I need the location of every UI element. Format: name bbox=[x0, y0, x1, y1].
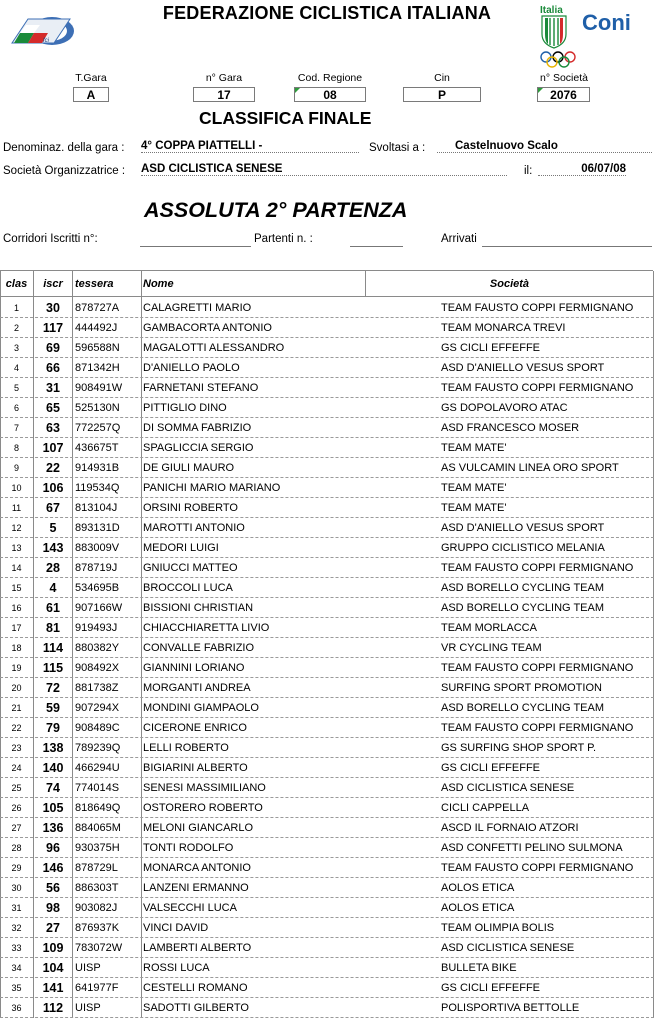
cell-iscr: 72 bbox=[46, 681, 60, 695]
cell-iscr: 69 bbox=[46, 341, 60, 355]
cell-iscr: 56 bbox=[46, 881, 60, 895]
cell-tessera: 783072W bbox=[75, 942, 123, 954]
cell-iscr: 63 bbox=[46, 421, 60, 435]
cell-tessera: 907294X bbox=[75, 702, 120, 714]
cell-societa: ASD CONFETTI PELINO SULMONA bbox=[441, 842, 623, 854]
table-row bbox=[0, 398, 654, 418]
table-row bbox=[0, 798, 654, 818]
cell-nome: CALAGRETTI MARIO bbox=[143, 302, 252, 314]
cell-nome: BIGIARINI ALBERTO bbox=[143, 762, 248, 774]
cell-iscr: 67 bbox=[46, 501, 60, 515]
cell-societa: TEAM MONARCA TREVI bbox=[441, 322, 566, 334]
cell-iscr: 117 bbox=[42, 321, 64, 335]
cell-clas: 29 bbox=[11, 863, 22, 873]
table-row bbox=[0, 918, 654, 938]
cell-societa: ASD D'ANIELLO VESUS SPORT bbox=[441, 522, 605, 534]
table-row bbox=[0, 818, 654, 838]
cell-tessera: UISP bbox=[75, 962, 101, 974]
cell-iscr: 22 bbox=[46, 461, 60, 475]
cell-societa: ASD BORELLO CYCLING TEAM bbox=[441, 582, 605, 594]
svg-text:fci: fci bbox=[43, 38, 49, 44]
cell-nome: VALSECCHI LUCA bbox=[143, 902, 237, 914]
cell-iscr: 5 bbox=[49, 521, 57, 535]
cell-iscr: 138 bbox=[42, 741, 64, 755]
cell-tessera: 883009V bbox=[75, 542, 120, 554]
cell-nome: CICERONE ENRICO bbox=[143, 722, 247, 734]
cell-iscr: 141 bbox=[42, 981, 64, 995]
cell-nome: SADOTTI GILBERTO bbox=[143, 1002, 249, 1014]
arrivati-field bbox=[482, 232, 652, 247]
cell-nome: PITTIGLIO DINO bbox=[143, 402, 227, 414]
tgara-field: A bbox=[73, 87, 109, 102]
cell-societa: ASD CICLISTICA SENESE bbox=[441, 942, 575, 954]
table-row bbox=[0, 778, 654, 798]
cell-clas: 30 bbox=[11, 883, 22, 893]
cell-nome: FARNETANI STEFANO bbox=[143, 382, 259, 394]
start-title: ASSOLUTA 2° PARTENZA bbox=[144, 198, 408, 222]
cell-societa: TEAM FAUSTO COPPI FERMIGNANO bbox=[441, 722, 634, 734]
cell-societa: BULLETA BIKE bbox=[441, 962, 517, 974]
tgara-label: T.Gara bbox=[75, 72, 107, 84]
cell-iscr: 4 bbox=[49, 581, 57, 595]
cell-societa: CICLI CAPPELLA bbox=[441, 802, 530, 814]
nsoc-field bbox=[537, 87, 590, 102]
partenti-field bbox=[350, 232, 403, 247]
cell-nome: TONTI RODOLFO bbox=[143, 842, 234, 854]
cell-iscr: 31 bbox=[46, 381, 60, 395]
cell-societa: GS DOPOLAVORO ATAC bbox=[441, 402, 568, 414]
table-row bbox=[0, 598, 654, 618]
cell-nome: SPAGLICCIA SERGIO bbox=[143, 442, 254, 454]
cell-tessera: 886303T bbox=[75, 882, 119, 894]
codreg-label: Cod. Regione bbox=[297, 72, 363, 84]
cell-tessera: 444492J bbox=[75, 322, 118, 334]
cell-nome: CHIACCHIARETTA LIVIO bbox=[143, 622, 270, 634]
header-nome: Nome bbox=[143, 278, 174, 290]
cell-tessera: 436675T bbox=[75, 442, 119, 454]
cell-iscr: 140 bbox=[42, 761, 64, 775]
cell-societa: TEAM FAUSTO COPPI FERMIGNANO bbox=[441, 302, 634, 314]
cell-nome: PANICHI MARIO MARIANO bbox=[143, 482, 281, 494]
cell-societa: AOLOS ETICA bbox=[441, 902, 515, 914]
cell-iscr: 66 bbox=[46, 361, 60, 375]
cell-societa: TEAM MORLACCA bbox=[441, 622, 537, 634]
iscritti-label: Corridori Iscritti n°: bbox=[3, 233, 98, 245]
cell-iscr: 109 bbox=[42, 941, 64, 955]
cell-tessera: 818649Q bbox=[75, 802, 121, 814]
table-row bbox=[0, 698, 654, 718]
table-row bbox=[0, 538, 654, 558]
cell-societa: ASD D'ANIELLO VESUS SPORT bbox=[441, 362, 605, 374]
cell-clas: 13 bbox=[11, 543, 22, 553]
cell-societa: TEAM FAUSTO COPPI FERMIGNANO bbox=[441, 662, 634, 674]
cell-societa: TEAM FAUSTO COPPI FERMIGNANO bbox=[441, 562, 634, 574]
table-row bbox=[0, 858, 654, 878]
cell-tessera: 641977F bbox=[75, 982, 119, 994]
table-row bbox=[0, 998, 654, 1018]
cell-tessera: 878719J bbox=[75, 562, 118, 574]
cell-clas: 7 bbox=[13, 423, 19, 433]
cell-clas: 25 bbox=[11, 783, 22, 793]
table-row bbox=[0, 318, 654, 338]
cell-nome: MAGALOTTI ALESSANDRO bbox=[143, 342, 285, 354]
cell-tessera: 774014S bbox=[75, 782, 120, 794]
cell-iscr: 143 bbox=[42, 541, 64, 555]
iscritti-field bbox=[140, 232, 251, 247]
cell-iscr: 104 bbox=[42, 961, 64, 975]
date-label: il: bbox=[524, 165, 533, 177]
cell-societa: GRUPPO CICLISTICO MELANIA bbox=[441, 542, 605, 554]
table-row bbox=[0, 878, 654, 898]
race-held-label: Svoltasi a : bbox=[369, 142, 426, 154]
cell-societa: VR CYCLING TEAM bbox=[441, 642, 542, 654]
cell-iscr: 107 bbox=[42, 441, 64, 455]
cell-societa: GS CICLI EFFEFFE bbox=[441, 982, 541, 994]
cell-clas: 34 bbox=[11, 963, 22, 973]
table-row bbox=[0, 358, 654, 378]
cell-clas: 5 bbox=[13, 383, 19, 393]
cell-societa: ASD CICLISTICA SENESE bbox=[441, 782, 575, 794]
race-held-value: Castelnuovo Scalo bbox=[437, 140, 652, 153]
cell-tessera: 881738Z bbox=[75, 682, 119, 694]
codreg-value: 08 bbox=[323, 88, 337, 102]
codreg-field bbox=[294, 87, 366, 102]
cell-tessera: 772257Q bbox=[75, 422, 121, 434]
cell-societa: AOLOS ETICA bbox=[441, 882, 515, 894]
cell-tessera: 878729L bbox=[75, 862, 118, 874]
cell-nome: MEDORI LUIGI bbox=[143, 542, 219, 554]
cell-societa: GS CICLI EFFEFFE bbox=[441, 762, 541, 774]
cell-societa: TEAM OLIMPIA BOLIS bbox=[441, 922, 555, 934]
cell-iscr: 98 bbox=[46, 901, 60, 915]
cell-nome: MAROTTI ANTONIO bbox=[143, 522, 245, 534]
cell-iscr: 27 bbox=[46, 921, 60, 935]
cell-societa: GS SURFING SHOP SPORT P. bbox=[441, 742, 597, 754]
table-row bbox=[0, 658, 654, 678]
cell-iscr: 74 bbox=[46, 781, 60, 795]
cell-iscr: 114 bbox=[42, 641, 64, 655]
cell-nome: MONARCA ANTONIO bbox=[143, 862, 251, 874]
cell-societa: TEAM MATE' bbox=[441, 502, 507, 514]
cell-nome: MORGANTI ANDREA bbox=[143, 682, 251, 694]
cell-clas: 22 bbox=[11, 723, 22, 733]
org-value: ASD CICLISTICA SENESE bbox=[141, 163, 507, 176]
cell-clas: 4 bbox=[13, 363, 19, 373]
cell-clas: 2 bbox=[13, 323, 19, 333]
cell-tessera: 908489C bbox=[75, 722, 120, 734]
cell-clas: 32 bbox=[11, 923, 22, 933]
cell-clas: 12 bbox=[11, 523, 22, 533]
table-row bbox=[0, 718, 654, 738]
coni-italia-text: Italia bbox=[540, 5, 563, 16]
cell-iscr: 96 bbox=[46, 841, 60, 855]
federation-title: FEDERAZIONE CICLISTICA ITALIANA bbox=[162, 3, 492, 23]
table-row bbox=[0, 898, 654, 918]
cell-iscr: 79 bbox=[46, 721, 60, 735]
table-row bbox=[0, 938, 654, 958]
table-row bbox=[0, 338, 654, 358]
cell-societa: SURFING SPORT PROMOTION bbox=[441, 682, 602, 694]
nsoc-label: n° Società bbox=[540, 72, 588, 84]
cell-nome: ORSINI ROBERTO bbox=[143, 502, 238, 514]
cell-clas: 21 bbox=[11, 703, 22, 713]
table-row bbox=[0, 638, 654, 658]
race-name-label: Denominaz. della gara : bbox=[3, 142, 125, 154]
cell-tessera: 893131D bbox=[75, 522, 120, 534]
table-row bbox=[0, 438, 654, 458]
cell-clas: 8 bbox=[13, 443, 19, 453]
cell-societa: ASD BORELLO CYCLING TEAM bbox=[441, 602, 605, 614]
partenti-label: Partenti n. : bbox=[254, 233, 313, 245]
cell-nome: DE GIULI MAURO bbox=[143, 462, 235, 474]
cell-nome: CONVALLE FABRIZIO bbox=[143, 642, 255, 654]
cell-nome: MELONI GIANCARLO bbox=[143, 822, 254, 834]
cell-clas: 3 bbox=[13, 343, 19, 353]
date-value: 06/07/08 bbox=[538, 163, 626, 176]
header-iscr: iscr bbox=[43, 278, 63, 290]
cell-nome: D'ANIELLO PAOLO bbox=[143, 362, 240, 374]
cell-tessera: 908491W bbox=[75, 382, 123, 394]
cell-tessera: UISP bbox=[75, 1002, 101, 1014]
cell-nome: BISSIONI CHRISTIAN bbox=[143, 602, 254, 614]
ngara-field: 17 bbox=[193, 87, 255, 102]
cell-iscr: 112 bbox=[42, 1001, 64, 1015]
cell-societa: TEAM MATE' bbox=[441, 482, 507, 494]
cell-societa: TEAM MATE' bbox=[441, 442, 507, 454]
ngara-label: n° Gara bbox=[205, 72, 243, 84]
cell-clas: 35 bbox=[11, 983, 22, 993]
table-row bbox=[0, 378, 654, 398]
cell-iscr: 146 bbox=[42, 861, 64, 875]
classification-title: CLASSIFICA FINALE bbox=[199, 108, 372, 128]
cell-clas: 10 bbox=[11, 483, 22, 493]
cell-clas: 6 bbox=[13, 403, 19, 413]
cell-tessera: 884065M bbox=[75, 822, 121, 834]
cin-field: P bbox=[403, 87, 481, 102]
cell-clas: 36 bbox=[11, 1003, 22, 1013]
arrivati-label: Arrivati bbox=[441, 233, 477, 245]
cell-tessera: 878727A bbox=[75, 302, 120, 314]
cell-iscr: 61 bbox=[46, 601, 60, 615]
table-row bbox=[0, 678, 654, 698]
table-row bbox=[0, 838, 654, 858]
table-row bbox=[0, 518, 654, 538]
cell-iscr: 136 bbox=[42, 821, 64, 835]
cell-nome: OSTORERO ROBERTO bbox=[143, 802, 263, 814]
cell-clas: 26 bbox=[11, 803, 22, 813]
table-row bbox=[0, 578, 654, 598]
cell-clas: 19 bbox=[11, 663, 22, 673]
table-row bbox=[0, 618, 654, 638]
cell-nome: LELLI ROBERTO bbox=[143, 742, 229, 754]
nsoc-value: 2076 bbox=[550, 88, 577, 102]
cell-nome: CESTELLI ROMANO bbox=[143, 982, 248, 994]
coni-name-text: Coni bbox=[582, 10, 631, 35]
cell-societa: TEAM FAUSTO COPPI FERMIGNANO bbox=[441, 382, 634, 394]
cell-societa: AS VULCAMIN LINEA ORO SPORT bbox=[441, 462, 619, 474]
cell-clas: 14 bbox=[11, 563, 22, 573]
cell-nome: GAMBACORTA ANTONIO bbox=[143, 322, 272, 334]
table-row bbox=[0, 498, 654, 518]
cell-clas: 31 bbox=[11, 903, 22, 913]
cell-iscr: 65 bbox=[46, 401, 60, 415]
table-row bbox=[0, 758, 654, 778]
cell-nome: VINCI DAVID bbox=[143, 922, 209, 934]
table-row bbox=[0, 418, 654, 438]
org-label: Società Organizzatrice : bbox=[3, 165, 126, 177]
cell-clas: 24 bbox=[11, 763, 22, 773]
cell-nome: ROSSI LUCA bbox=[143, 962, 210, 974]
header-clas: clas bbox=[5, 278, 28, 290]
cell-societa: POLISPORTIVA BETTOLLE bbox=[441, 1002, 580, 1014]
cell-iscr: 30 bbox=[46, 301, 60, 315]
table-row bbox=[0, 478, 654, 498]
table-row bbox=[0, 978, 654, 998]
table-row bbox=[0, 738, 654, 758]
cell-nome: GNIUCCI MATTEO bbox=[143, 562, 238, 574]
cell-tessera: 871342H bbox=[75, 362, 120, 374]
race-name-value: 4° COPPA PIATTELLI - bbox=[141, 140, 359, 153]
cell-clas: 16 bbox=[11, 603, 22, 613]
cell-tessera: 596588N bbox=[75, 342, 120, 354]
table-row bbox=[0, 958, 654, 978]
cell-clas: 17 bbox=[11, 623, 22, 633]
cell-clas: 18 bbox=[11, 643, 22, 653]
cell-tessera: 876937K bbox=[75, 922, 120, 934]
cell-clas: 11 bbox=[11, 503, 22, 513]
table-row bbox=[0, 298, 654, 318]
cell-tessera: 930375H bbox=[75, 842, 120, 854]
cell-tessera: 466294U bbox=[75, 762, 120, 774]
cell-tessera: 119534Q bbox=[75, 482, 120, 494]
cell-tessera: 525130N bbox=[75, 402, 120, 414]
cell-clas: 28 bbox=[11, 843, 22, 853]
cell-tessera: 880382Y bbox=[75, 642, 120, 654]
cell-societa: ASD FRANCESCO MOSER bbox=[441, 422, 580, 434]
cell-nome: LAMBERTI ALBERTO bbox=[143, 942, 252, 954]
cell-iscr: 105 bbox=[42, 801, 64, 815]
cell-tessera: 903082J bbox=[75, 902, 118, 914]
table-row bbox=[0, 558, 654, 578]
cell-tessera: 914931B bbox=[75, 462, 120, 474]
cell-nome: DI SOMMA FABRIZIO bbox=[143, 422, 252, 434]
cell-iscr: 81 bbox=[46, 621, 60, 635]
cell-clas: 9 bbox=[13, 463, 19, 473]
cell-tessera: 908492X bbox=[75, 662, 120, 674]
cell-nome: SENESI MASSIMILIANO bbox=[143, 782, 266, 794]
cell-nome: BROCCOLI LUCA bbox=[143, 582, 233, 594]
cell-societa: GS CICLI EFFEFFE bbox=[441, 342, 541, 354]
cell-iscr: 106 bbox=[42, 481, 64, 495]
cell-clas: 1 bbox=[13, 303, 19, 313]
cell-iscr: 28 bbox=[46, 561, 60, 575]
cin-label: Cin bbox=[434, 72, 450, 84]
cell-nome: LANZENI ERMANNO bbox=[143, 882, 249, 894]
cell-tessera: 907166W bbox=[75, 602, 123, 614]
cell-tessera: 534695B bbox=[75, 582, 120, 594]
table-row bbox=[0, 458, 654, 478]
header-societa: Società bbox=[489, 278, 530, 290]
cell-tessera: 789239Q bbox=[75, 742, 121, 754]
cell-societa: TEAM FAUSTO COPPI FERMIGNANO bbox=[441, 862, 634, 874]
cell-clas: 27 bbox=[11, 823, 22, 833]
cell-nome: GIANNINI LORIANO bbox=[143, 662, 245, 674]
cell-tessera: 813104J bbox=[75, 502, 118, 514]
cell-iscr: 115 bbox=[42, 661, 64, 675]
cell-clas: 15 bbox=[11, 583, 22, 593]
cell-tessera: 919493J bbox=[75, 622, 118, 634]
cell-clas: 20 bbox=[11, 683, 22, 693]
header-tessera: tessera bbox=[75, 278, 114, 290]
cell-societa: ASD BORELLO CYCLING TEAM bbox=[441, 702, 605, 714]
coni-olympic-rings-icon bbox=[536, 2, 646, 70]
cell-nome: MONDINI GIAMPAOLO bbox=[143, 702, 259, 714]
cell-iscr: 59 bbox=[46, 701, 60, 715]
cell-clas: 23 bbox=[11, 743, 22, 753]
cell-societa: ASCD IL FORNAIO ATZORI bbox=[441, 822, 579, 834]
cell-clas: 33 bbox=[11, 943, 22, 953]
